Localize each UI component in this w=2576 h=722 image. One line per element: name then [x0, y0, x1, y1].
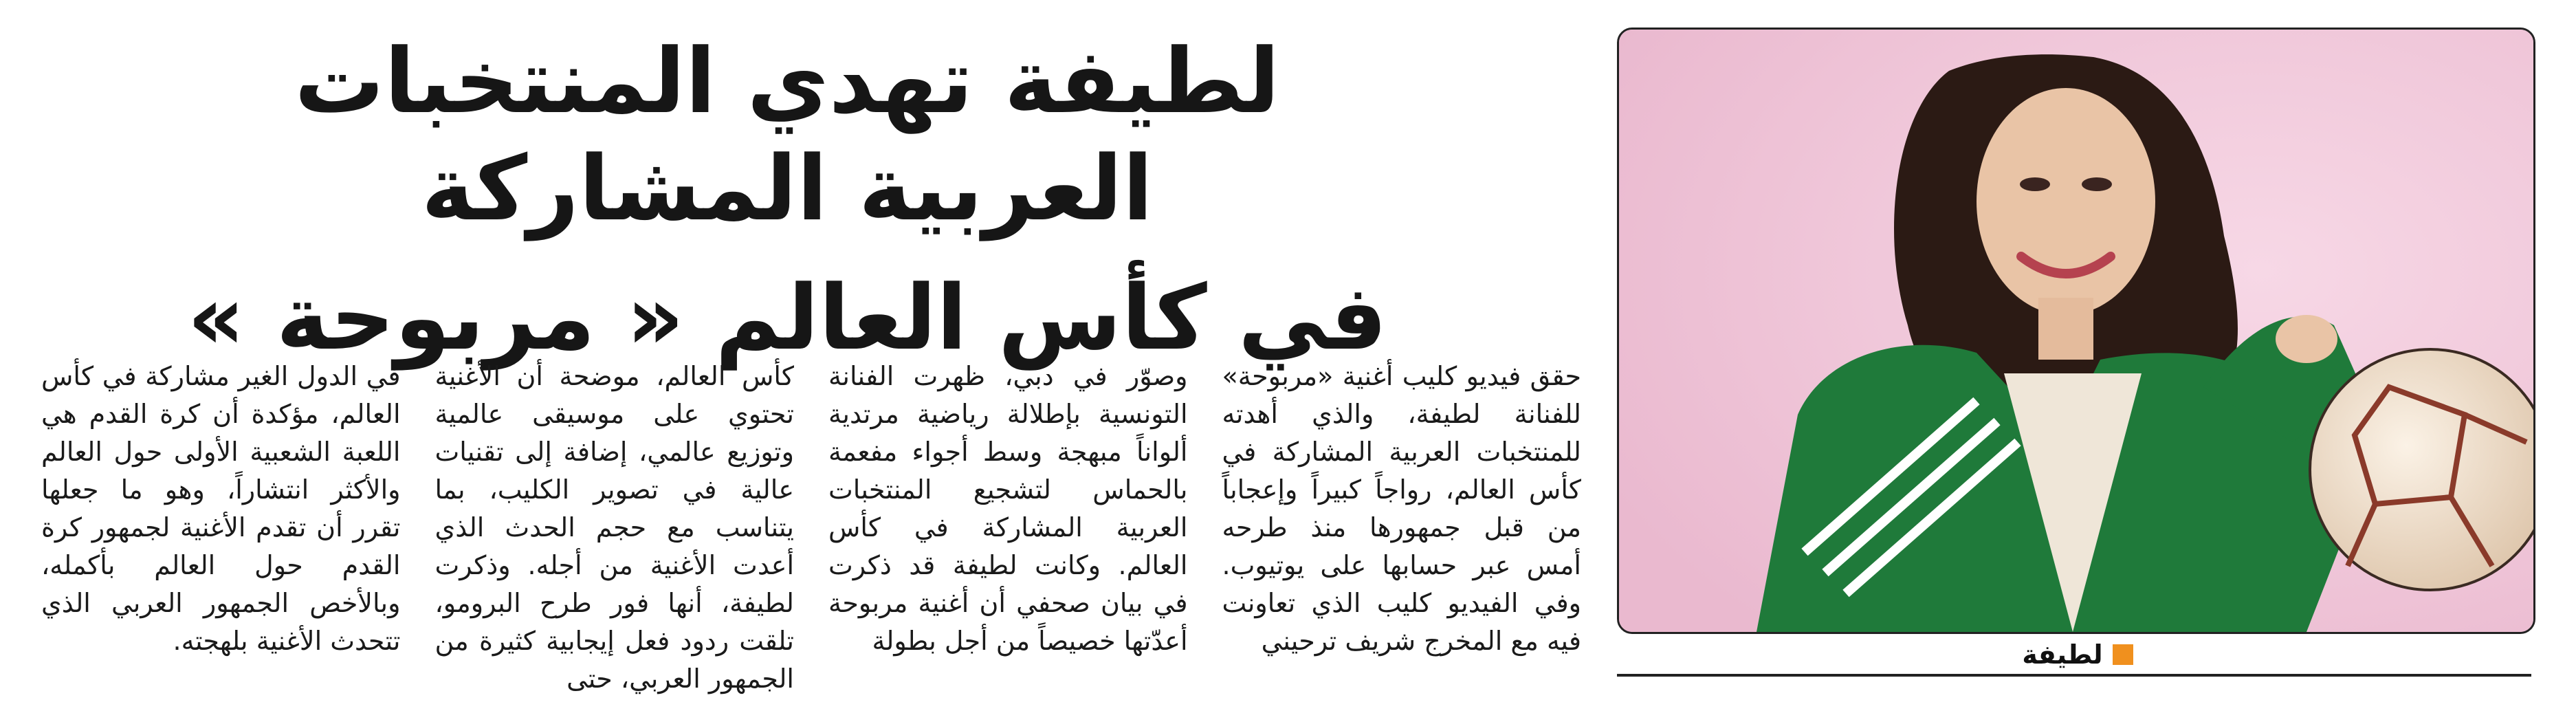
- headline-line-2: في كأس العالم « مربوحة »: [187, 265, 1387, 370]
- caption-square-icon: [2113, 644, 2133, 665]
- photo-illustration: [1619, 30, 2533, 632]
- caption-text: لطيفة: [2022, 639, 2103, 670]
- article-column-4: في الدول الغير مشاركة في كأس العالم، مؤكدة أن كرة القدم هي اللعبة الشعبية الأولى حول العالم والأكثر انتشاراً، وهو ما جعلها تقرر أن تقدم الأغنية لجمهور كرة القدم حول العالم بأكمله، وبالأخص الجمهور العربي الذي تتحدث الأغنية بلهجته.: [41, 361, 401, 656]
- caption-divider: [1617, 674, 2531, 677]
- article-photo: [1617, 28, 2535, 634]
- article-column-3: كأس العالم، موضحة أن الأغنية تحتوي على موسيقى عالمية وتوزيع عالمي، إضافة إلى تقنيات عالية في تصوير الكليب، بما يتناسب مع حجم الحدث الذي أعدت الأغنية من أجله. وذكرت لطيفة، أنها فور طرح البرومو، تلقت ردود فعل إيجابية كثيرة من الجمهور العربي، حتى: [434, 361, 794, 694]
- article-column-2: وصوّر في دبي، ظهرت الفنانة التونسية بإطلالة رياضية مرتدية ألواناً مبهجة وسط أجواء مفعمة بالحماس لتشجيع المنتخبات العربية المشاركة في كأس العالم. وكانت لطيفة قد ذكرت في بيان صحفي أن أغنية مربوحة أعدّتها خصيصاً من أجل بطولة: [828, 361, 1188, 656]
- soccer-ball: [2310, 349, 2533, 590]
- headline: [172, 28, 1402, 371]
- article-body: [41, 358, 1581, 708]
- headline-line-1: لطيفة تهدي المنتخبات العربية المشاركة: [294, 29, 1280, 241]
- article-column-1: حقق فيديو كليب أغنية «مربوحة» للفنانة لطيفة، والذي أهدته للمنتخبات العربية المشاركة في كأس العالم، رواجاً كبيراً وإعجاباً من قبل جمهورها منذ طرحه أمس عبر حسابها على يوتيوب. وفي الفيديو كليب الذي تعاونت فيه مع المخرج شريف ترحيني: [1222, 361, 1581, 656]
- face-shape: [1977, 88, 2155, 315]
- photo-caption: [1620, 638, 2535, 671]
